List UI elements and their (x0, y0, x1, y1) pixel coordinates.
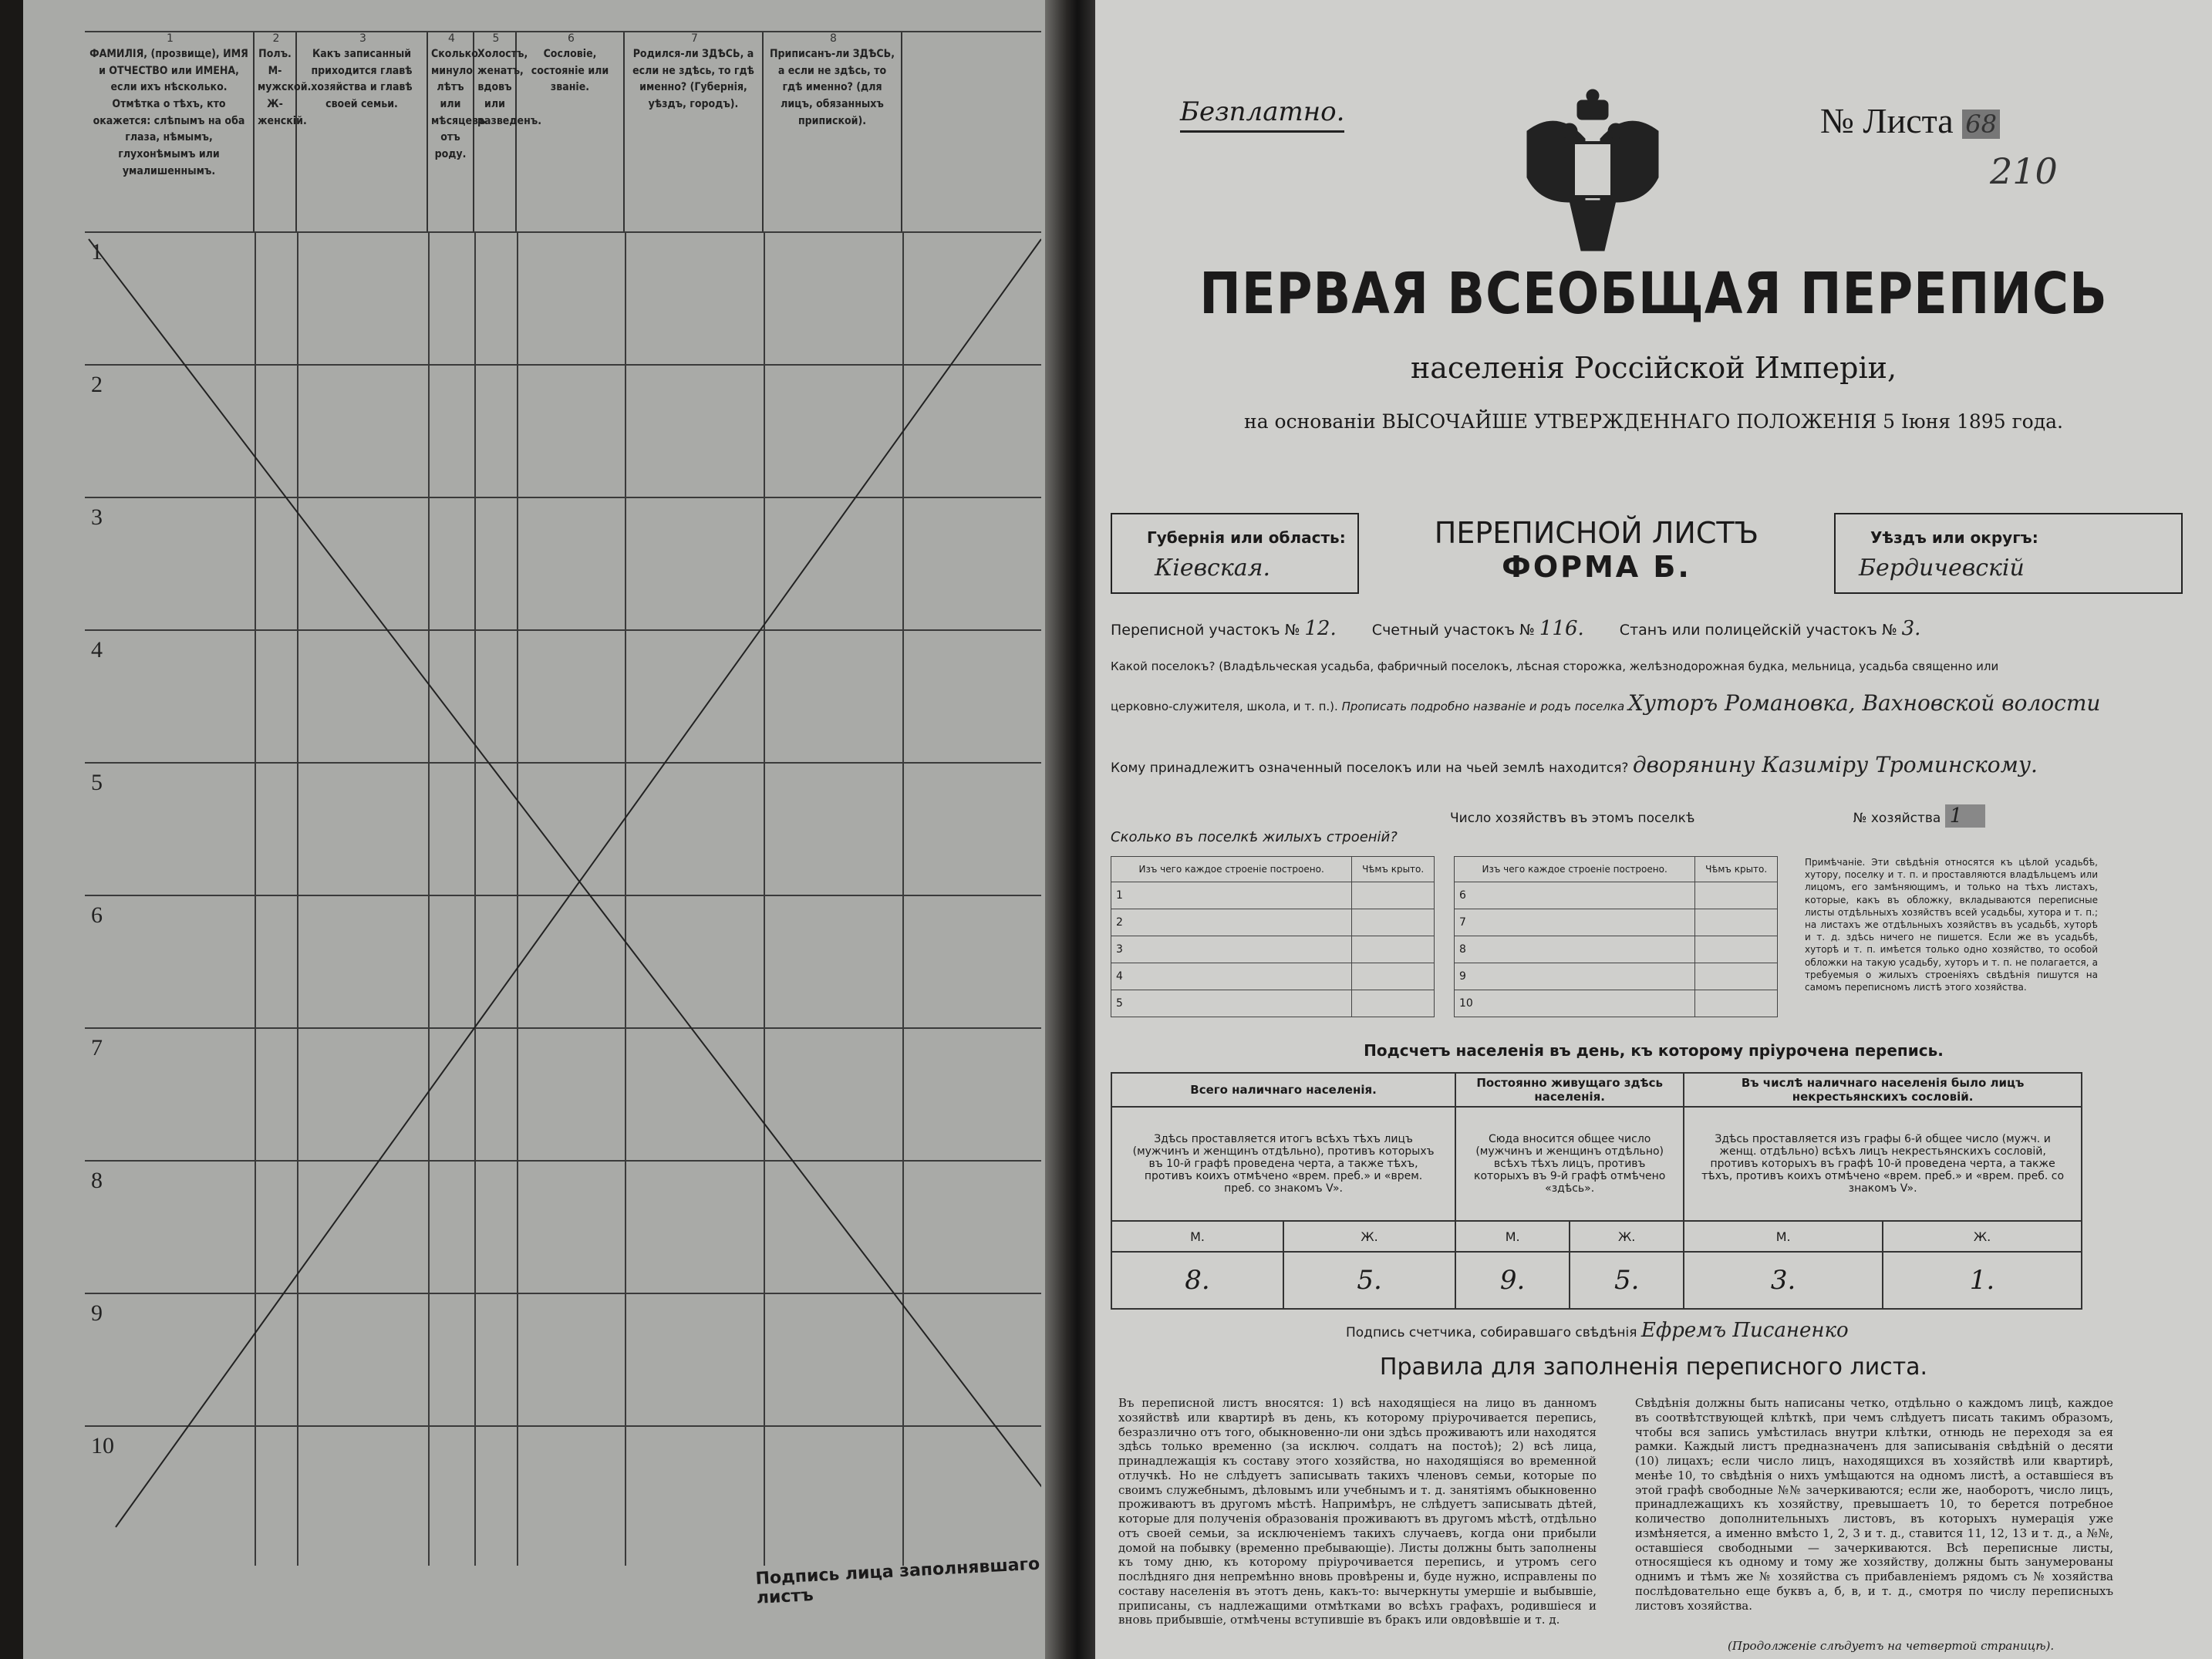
sheet-title: ПЕРЕПИСНОЙ ЛИСТЪ (1434, 516, 1759, 550)
buildings-table-left (1111, 856, 1435, 1017)
rules-column-right: Свѣдѣнія должны быть написаны четко, отдѣльно о каждомъ лицѣ, каждое въ соотвѣтствующей клѣткѣ, при чемъ слѣдуетъ писать такимъ образомъ, чтобы вся запись умѣстилась внутри клѣтки, отнюдь не переходя за ея рамки. Каждый листъ предназначенъ для записыванія свѣдѣній о десяти (10) лицахъ; если число лицъ, находящихся въ хозяйствѣ или квартирѣ, менѣе 10, то свѣдѣнія о нихъ умѣщаются на одномъ листѣ, а оставшіеся въ этой графѣ свободные №№ зачеркиваются; если же, наоборотъ, число лицъ, принадлежащихъ къ хозяйству, превышаетъ 10, то берется потребное количество дополнительныхъ листовъ, въ которыхъ нумерація уже измѣняется, а именно вмѣсто 1, 2, 3 и т. д., ставится 11, 12, 13 и т. д., а №№, оставшіеся свободными — зачеркиваются. Всѣ переписные листы, относящіеся къ одному и тому же хозяйству, должны быть занумерованы однимъ и тѣмъ же № хозяйства съ прибавленіемъ рядомъ съ № хозяйства послѣдовательно еще буквъ а, б, в, и т. д., смотря по числу переписныхъ листовъ хозяйства. (1635, 1396, 2113, 1613)
building-number: 10 (1455, 990, 1695, 1017)
pop-m-value-3: 3. (1684, 1252, 1883, 1309)
census-table-left (85, 31, 1041, 1566)
building-row (1111, 909, 1435, 936)
book-gutter (1045, 0, 1099, 1659)
pop-m-label: М. (1684, 1221, 1883, 1252)
building-roof-cell (1695, 990, 1778, 1017)
filler-signature-label: Подпись лица заполнявшаго листъ (754, 1554, 1040, 1608)
pop-f-value-2: 5. (1570, 1252, 1684, 1309)
district-line (1111, 617, 2183, 640)
column-header-4: Сколько минуло лѣтъ или мѣсяцевъ отъ роду. (428, 31, 474, 231)
building-number: 5 (1111, 990, 1352, 1017)
building-roof-cell (1352, 882, 1435, 909)
building-roof-cell (1352, 909, 1435, 936)
buildings-label: Сколько въ поселкѣ жилыхъ строеній? (1111, 829, 1398, 845)
column-header-1: ФАМИЛІЯ, (прозвище), ИМЯ и ОТЧЕСТВО или ИМЕНА, если ихъ нѣсколько. Отмѣтка о тѣхъ, кто окажется: слѣпымъ на оба глаза, нѣмымъ, глухонѣмымъ или умалишеннымъ. (85, 31, 255, 231)
pop-header-2: Постоянно живущаго здѣсь населенія. (1455, 1073, 1684, 1107)
pop-f-value-1: 5. (1283, 1252, 1455, 1309)
population-title: Подсчетъ населенія въ день, къ которому пріурочена перепись. (1364, 1041, 1944, 1060)
row-number: 5 (91, 770, 103, 795)
building-roof-cell (1352, 936, 1435, 963)
pop-m-label: М. (1455, 1221, 1570, 1252)
guberniya-value: Кіевская. (1155, 555, 1271, 582)
police-district-value: 3. (1901, 617, 1921, 640)
building-roof-cell (1352, 990, 1435, 1017)
building-roof-cell (1695, 882, 1778, 909)
building-row (1111, 936, 1435, 963)
row-number: 10 (91, 1433, 114, 1458)
column-number-1: 1 (167, 32, 174, 45)
count-district-label: Счетный участокъ № (1371, 622, 1535, 639)
building-roof-cell (1352, 963, 1435, 990)
building-row (1455, 990, 1778, 1017)
pop-f-value-3: 1. (1883, 1252, 2082, 1309)
building-row (1111, 882, 1435, 909)
row-number: 7 (91, 1035, 103, 1060)
sheet-number-handwritten: 210 (1990, 150, 2058, 192)
pop-f-label: Ж. (1883, 1221, 2082, 1252)
building-number: 2 (1111, 909, 1352, 936)
guberniya-label: Губернія или область: (1147, 528, 1346, 547)
settlement-label-2: церковно-служителя, школа, и т. п.). (1111, 700, 1338, 713)
district-value: 12. (1304, 617, 1337, 640)
sheet-form: ФОРМА Б. (1502, 550, 1691, 584)
imperial-eagle-emblem (1512, 85, 1674, 262)
pop-m-label: М. (1111, 1221, 1283, 1252)
police-district-label: Станъ или полицейскій участокъ № (1619, 622, 1897, 639)
building-roof-cell (1695, 936, 1778, 963)
column-header-6: Сословіе, состояніе или званіе. (517, 31, 625, 231)
rules-title: Правила для заполненія переписного листа. (1379, 1354, 1928, 1381)
pop-desc-2: Сюда вносится общее число (мужчинъ и женщинъ отдѣльно) всѣхъ тѣхъ лицъ, противъ которыхъ въ 9-й графѣ отмѣчено «здѣсь». (1455, 1107, 1684, 1221)
counter-signature-value: Ефремъ Писаненко (1640, 1319, 1849, 1342)
pop-m-value-1: 8. (1111, 1252, 1283, 1309)
uezd-value: Бердичевскій (1859, 555, 2025, 582)
pop-header-3: Въ числѣ наличнаго населенія было лицъ некрестьянскихъ сословій. (1684, 1073, 2082, 1107)
document-subtitle: населенія Россійской Имперіи, (1410, 351, 1897, 385)
settlement-label: Какой поселокъ? (Владѣльческая усадьба, фабричный поселокъ, лѣсная сторожка, желѣзнодорожная будка, мельница, усадьба священно или (1111, 659, 1999, 673)
column-header-8: Приписанъ-ли ЗДѢСЬ, а если не здѣсь, то гдѣ именно? (для лицъ, обязанныхъ припиской). (764, 31, 902, 231)
cross-out-mark (85, 31, 1041, 1566)
building-number: 7 (1455, 909, 1695, 936)
row-number: 4 (91, 637, 103, 663)
building-row (1455, 936, 1778, 963)
sheet-title-box (1357, 513, 1836, 594)
row-number: 8 (91, 1168, 103, 1193)
bld-head-material: Изъ чего каждое строеніе построено. (1111, 857, 1352, 882)
bld-head-roof-2: Чѣмъ крыто. (1695, 857, 1778, 882)
building-number: 4 (1111, 963, 1352, 990)
settlement-hint: Прописать подробно названіе и родъ поселка (1341, 700, 1625, 713)
bld-head-roof: Чѣмъ крыто. (1352, 857, 1435, 882)
bld-head-material-2: Изъ чего каждое строеніе построено. (1455, 857, 1695, 882)
building-row (1455, 963, 1778, 990)
uezd-label: Уѣздъ или округъ: (1870, 528, 2038, 547)
column-number-4: 4 (448, 32, 455, 45)
building-roof-cell (1695, 909, 1778, 936)
buildings-note: Примѣчаніе. Эти свѣдѣнія относятся къ цѣлой усадьбѣ, хутору, поселку и т. п. и проставляются владѣльцемъ или лицомъ, его замѣняющимъ, и только на тѣхъ листахъ, которые, какъ въ обложку, вкладываются переписные листы отдѣльныхъ хозяйствъ всей усадьбы, хутора и т. п.; на листахъ же отдѣльныхъ хозяйствъ въ усадьбѣ, хуторѣ и т. д. здѣсь ничего не пишется. Если же въ усадьбѣ, хуторѣ и т. п. имѣется только одно хозяйство, то особой обложки на такую усадьбу, хуторъ и т. п. не полагается, а требуемыя о жилыхъ строеніяхъ свѣдѣнія пишутся на самомъ переписномъ листѣ этого хозяйства. (1805, 857, 2098, 993)
count-district-value: 116. (1539, 617, 1584, 640)
column-number-7: 7 (691, 32, 698, 45)
pop-f-label: Ж. (1283, 1221, 1455, 1252)
sheet-number (1820, 100, 2000, 141)
settlement-line (1111, 690, 2183, 716)
counter-signature-line (1111, 1319, 2183, 1342)
pop-header-1: Всего наличнаго населенія. (1111, 1073, 1455, 1107)
building-number: 3 (1111, 936, 1352, 963)
row-number: 9 (91, 1300, 103, 1326)
column-number-6: 6 (568, 32, 575, 45)
row-number: 1 (91, 239, 103, 265)
building-number: 1 (1111, 882, 1352, 909)
column-header-2: Полъ. М-мужской. Ж-женскій. (255, 31, 297, 231)
sheet-number-value: 68 (1962, 110, 2000, 139)
document-title: ПЕРВАЯ ВСЕОБЩАЯ ПЕРЕПИСЬ (1199, 261, 2108, 328)
building-roof-cell (1695, 963, 1778, 990)
households-label: Число хозяйствъ въ этомъ поселкѣ (1450, 811, 1695, 826)
column-header-7: Родился-ли ЗДѢСЬ, а если не здѣсь, то гдѣ именно? (Губернія, уѣздъ, городъ). (625, 31, 764, 231)
owner-line (1111, 752, 2183, 777)
row-number: 2 (91, 372, 103, 397)
continuation-note: (Продолженіе слѣдуетъ на четвертой страницѣ). (1728, 1639, 2055, 1653)
row-number: 6 (91, 902, 103, 928)
column-header-3: Какъ записанный приходится главѣ хозяйства и главѣ своей семьи. (297, 31, 428, 231)
settlement-value: Хуторъ Романовка, Вахновской волости (1627, 690, 2101, 716)
buildings-table (1111, 856, 2190, 1034)
pop-desc-1: Здѣсь проставляется итогъ всѣхъ тѣхъ лицъ (мужчинъ и женщинъ отдѣльно), противъ которыхъ въ 10-й графѣ проведена черта, а также тѣхъ, противъ коихъ отмѣчено «врем. преб.» и «врем. преб. со знакомъ V». (1111, 1107, 1455, 1221)
building-row (1455, 909, 1778, 936)
building-row (1111, 963, 1435, 990)
free-label: Безплатно. (1180, 96, 1344, 133)
household-number-label: № хозяйства (1853, 811, 1941, 826)
left-page (23, 0, 1049, 1659)
building-number: 8 (1455, 936, 1695, 963)
column-number-8: 8 (830, 32, 837, 45)
building-row (1111, 990, 1435, 1017)
pop-f-label: Ж. (1570, 1221, 1684, 1252)
column-header-5: Холостъ, женатъ, вдовъ или разведенъ. (474, 31, 517, 231)
row-number: 3 (91, 504, 103, 530)
district-label: Переписной участокъ № (1111, 622, 1300, 639)
column-number-5: 5 (492, 32, 500, 45)
owner-value: дворянину Казиміру Троминскому. (1632, 752, 2038, 777)
buildings-table-right (1454, 856, 1778, 1017)
document-basis: на основаніи ВЫСОЧАЙШЕ УТВЕРЖДЕННАГО ПОЛОЖЕНІЯ 5 Іюня 1895 года. (1244, 410, 2063, 433)
uezd-box (1836, 513, 2183, 594)
guberniya-box (1111, 513, 1357, 594)
household-number-value: 1 (1945, 804, 1986, 828)
pop-desc-3: Здѣсь проставляется изъ графы 6-й общее число (мужч. и женщ. отдѣльно) всѣхъ лицъ некрестьянскихъ сословій, противъ которыхъ въ графѣ 10-й проведена черта, а также тѣхъ, противъ коихъ отмѣчено «врем. преб.» и «врем. преб. со знакомъ V». (1684, 1107, 2082, 1221)
right-page (1095, 0, 2212, 1659)
header-boxes (1111, 513, 2183, 594)
column-number-3: 3 (359, 32, 366, 45)
households-line (1111, 804, 2183, 828)
counter-signature-label: Подпись счетчика, собиравшаго свѣдѣнія (1346, 1325, 1637, 1340)
population-table (1111, 1072, 2190, 1310)
building-number: 9 (1455, 963, 1695, 990)
building-number: 6 (1455, 882, 1695, 909)
rules-column-left: Въ переписной листъ вносятся: 1) всѣ находящіеся на лицо въ данномъ хозяйствѣ или квартирѣ въ день, къ которому пріурочивается перепись, безразлично отъ того, обыкновенно-ли они здѣсь проживаютъ или находятся здѣсь только временно (за исключ. солдатъ на постоѣ); 2) всѣ лица, принадлежащія къ составу этого хозяйства, но находящіяся во временной отлучкѣ. Но не слѣдуетъ записывать такихъ членовъ семьи, которые по своимъ служебнымъ, дѣловымъ или учебнымъ и т. д. занятіямъ обыкновенно проживаютъ въ другомъ мѣстѣ. Напримѣръ, не слѣдуетъ записывать дѣтей, которые для полученія образованія проживаютъ въ другомъ мѣстѣ, отдѣльно отъ своей семьи, за исключеніемъ такихъ случаевъ, когда они прибыли домой на побывку (временно пребывающіе). Листы должны быть заполнены къ тому дню, къ которому пріурочивается перепись, и утромъ сего послѣдняго дня непремѣнно вновь провѣрены и, буде нужно, исправлены по составу населенія въ этотъ день, какъ-то: вычеркнуты умершіе и выбывшіе, приписаны, съ надлежащими отмѣтками во всѣхъ графахъ, родившіеся и вновь прибывшіе, отмѣчены вступившіе въ бракъ или овдовѣвшіе и т. д. (1118, 1396, 1597, 1627)
pop-m-value-2: 9. (1455, 1252, 1570, 1309)
sheet-number-label: № Листа (1820, 101, 1954, 140)
building-row (1455, 882, 1778, 909)
column-number-2: 2 (272, 32, 280, 45)
owner-label: Кому принадлежитъ означенный поселокъ или на чьей землѣ находится? (1111, 760, 1629, 776)
